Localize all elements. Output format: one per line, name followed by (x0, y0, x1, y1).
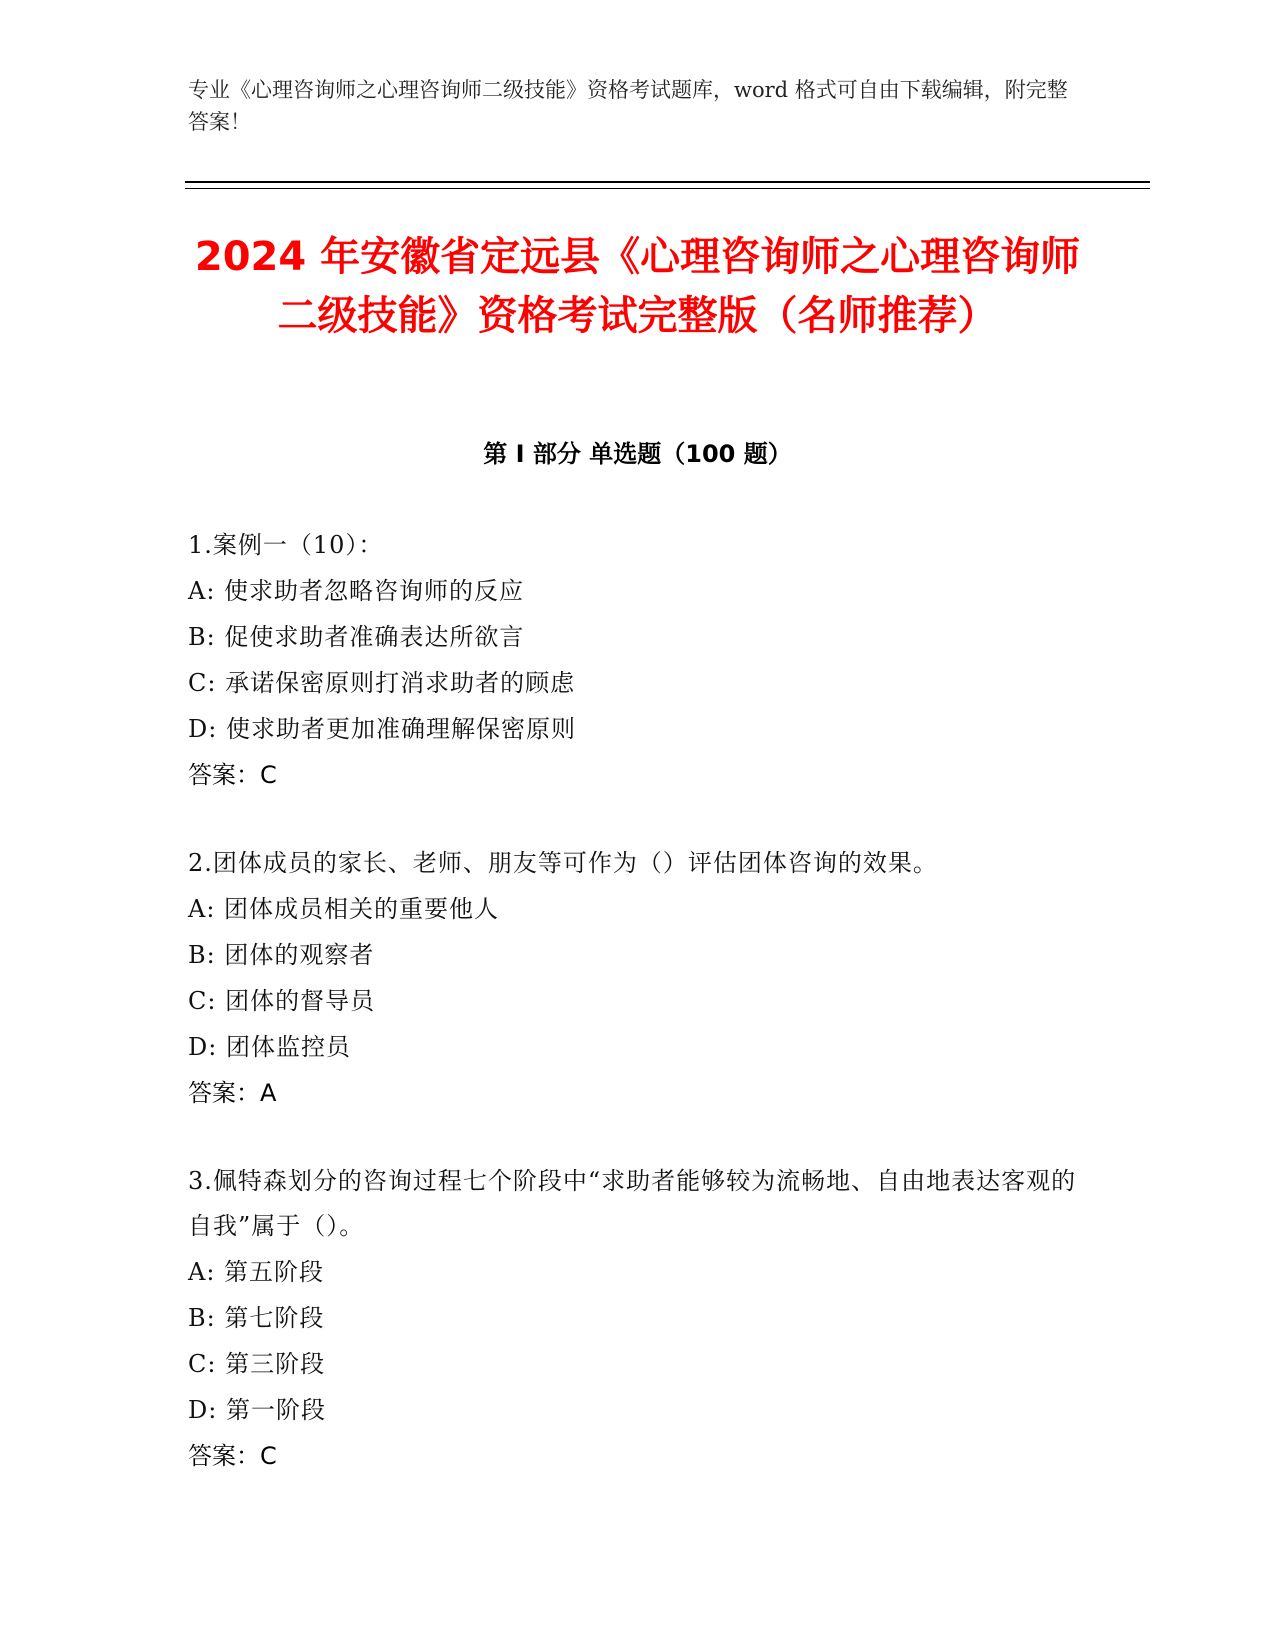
header-note: 专业《心理咨询师之心理咨询师二级技能》资格考试题库，word 格式可自由下载编辑，附完整答案！ (188, 78, 1068, 134)
option-d: D: 第一阶段 (188, 1396, 326, 1424)
document-title: 2024 年安徽省定远县《心理咨询师之心理咨询师二级技能》资格考试完整版（名师推荐） (194, 234, 1081, 339)
option-b: B: 团体的观察者 (188, 941, 375, 969)
question-2 (188, 841, 1088, 1116)
option-a: A: 第五阶段 (188, 1258, 325, 1286)
question-1 (188, 523, 1088, 798)
option-c: C: 第三阶段 (188, 1350, 326, 1378)
question-stem: 2.团体成员的家长、老师、朋友等可作为（）评估团体咨询的效果。 (188, 849, 938, 877)
option-a: A: 使求助者忽略咨询师的反应 (188, 577, 525, 605)
option-c: C: 团体的督导员 (188, 987, 376, 1015)
header-rule-thick (185, 181, 1150, 183)
option-b: B: 促使求助者准确表达所欲言 (188, 623, 525, 651)
option-d: D: 团体监控员 (188, 1033, 351, 1061)
option-c: C: 承诺保密原则打消求助者的顾虑 (188, 669, 576, 697)
question-stem: 1.案例一（10）： (188, 531, 384, 559)
option-b: B: 第七阶段 (188, 1304, 325, 1332)
header-rule-thin (185, 188, 1150, 189)
option-a: A: 团体成员相关的重要他人 (188, 895, 500, 923)
section-title: 第 I 部分 单选题（100 题） (483, 440, 792, 468)
question-stem: 3.佩特森划分的咨询过程七个阶段中“求助者能够较为流畅地、自由地表达客观的自我”属于（）。 (188, 1167, 1077, 1240)
answer: 答案：A (188, 1079, 277, 1107)
answer: 答案：C (188, 761, 277, 789)
question-3 (188, 1159, 1088, 1479)
option-d: D: 使求助者更加准确理解保密原则 (188, 715, 576, 743)
answer: 答案：C (188, 1442, 277, 1470)
question-list (188, 523, 1088, 1522)
